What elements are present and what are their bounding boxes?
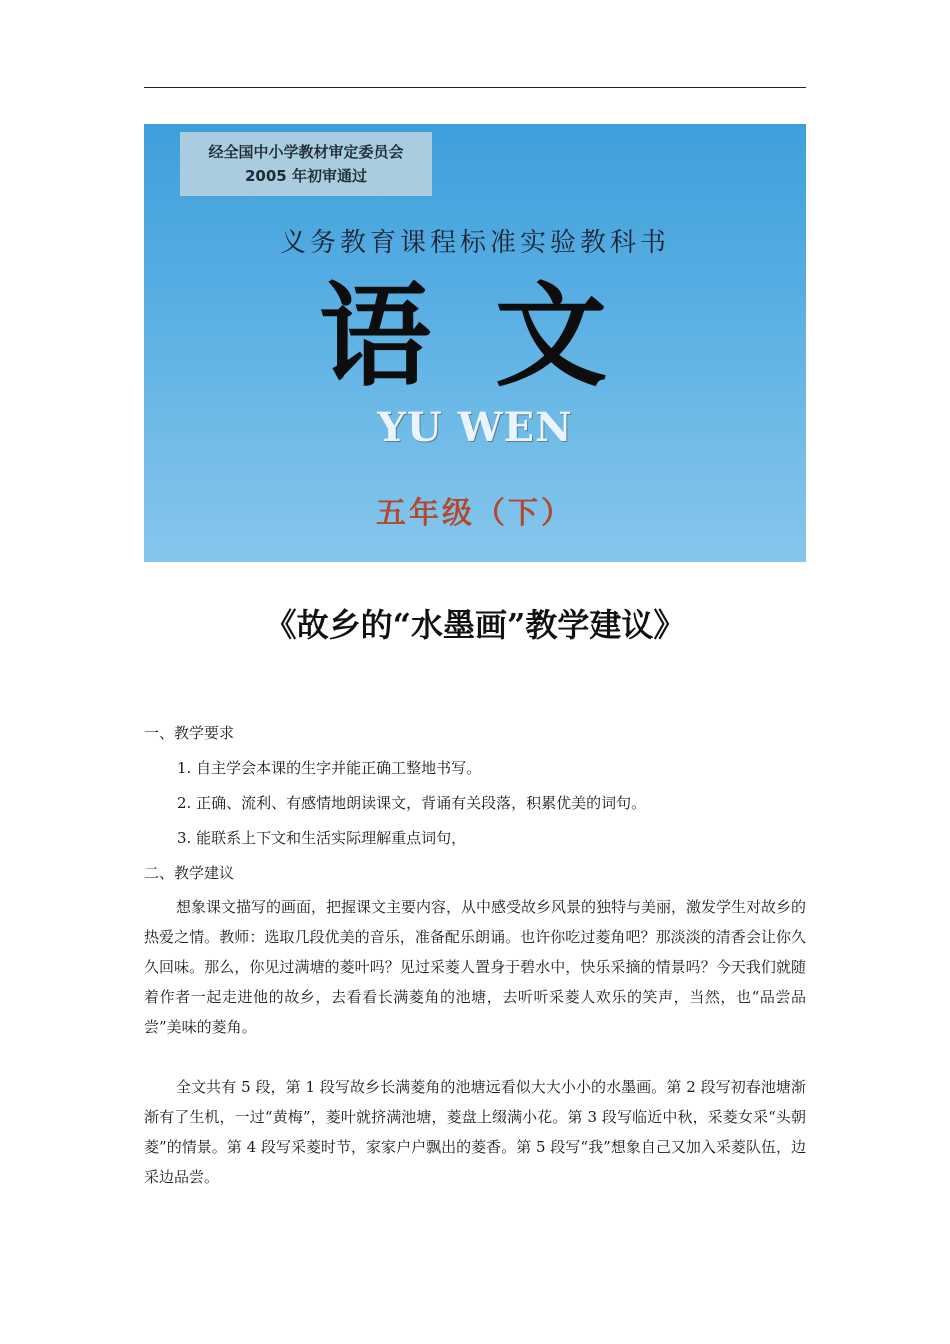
approval-stamp — [180, 132, 432, 196]
document-title: 《故乡的“水墨画”教学建议》 — [264, 606, 686, 644]
requirement-item: 3. 能联系上下文和生活实际理解重点词句， — [177, 829, 467, 847]
section-heading-suggestions: 二、教学建议 — [144, 864, 235, 882]
header-rule — [144, 87, 806, 88]
section-heading-requirements: 一、教学要求 — [144, 724, 235, 742]
subject-title: 语文 — [319, 271, 671, 402]
approval-line-1: 经全国中小学教材审定委员会 — [208, 143, 404, 161]
textbook-cover-image — [144, 124, 806, 562]
requirement-item: 2. 正确、流利、有感情地朗读课文，背诵有关段落，积累优美的词句。 — [177, 794, 647, 812]
grade-label: 五年级（下） — [376, 496, 574, 531]
body-paragraph: 想象课文描写的画面，把握课文主要内容，从中感受故乡风景的独特与美丽，激发学生对故乡的热爱之情。教师：选取几段优美的音乐，准备配乐朗诵。也许你吃过菱角吧？那淡淡的清香会让你久久回味。那么，你见过满塘的菱叶吗？见过采菱人置身于碧水中，快乐采摘的情景吗？今天我们就随着作者一起走进他的故乡，去看看长满菱角的池塘，去听听采菱人欢乐的笑声，当然，也“品尝品尝”美味的菱角。 — [144, 898, 807, 1036]
subject-pinyin: YU WEN — [377, 404, 573, 451]
body-paragraph: 全文共有 5 段，第 1 段写故乡长满菱角的池塘远看似大大小小的水墨画。第 2 段写初春池塘渐渐有了生机，一过“黄梅”，菱叶就挤满池塘，菱盘上缀满小花。第 3 段写临近中秋，采菱女采“头朝菱”的情景。第 4 段写采菱时节，家家户户飘出的菱香。第 5 段写“我”想象自己又加入采菱队伍，边采边品尝。 — [144, 1078, 806, 1186]
requirement-item: 1. 自主学会本课的生字并能正确工整地书写。 — [177, 759, 482, 777]
series-title: 义务教育课程标准实验教科书 — [279, 228, 670, 258]
approval-line-2: 2005 年初审通过 — [245, 167, 367, 185]
